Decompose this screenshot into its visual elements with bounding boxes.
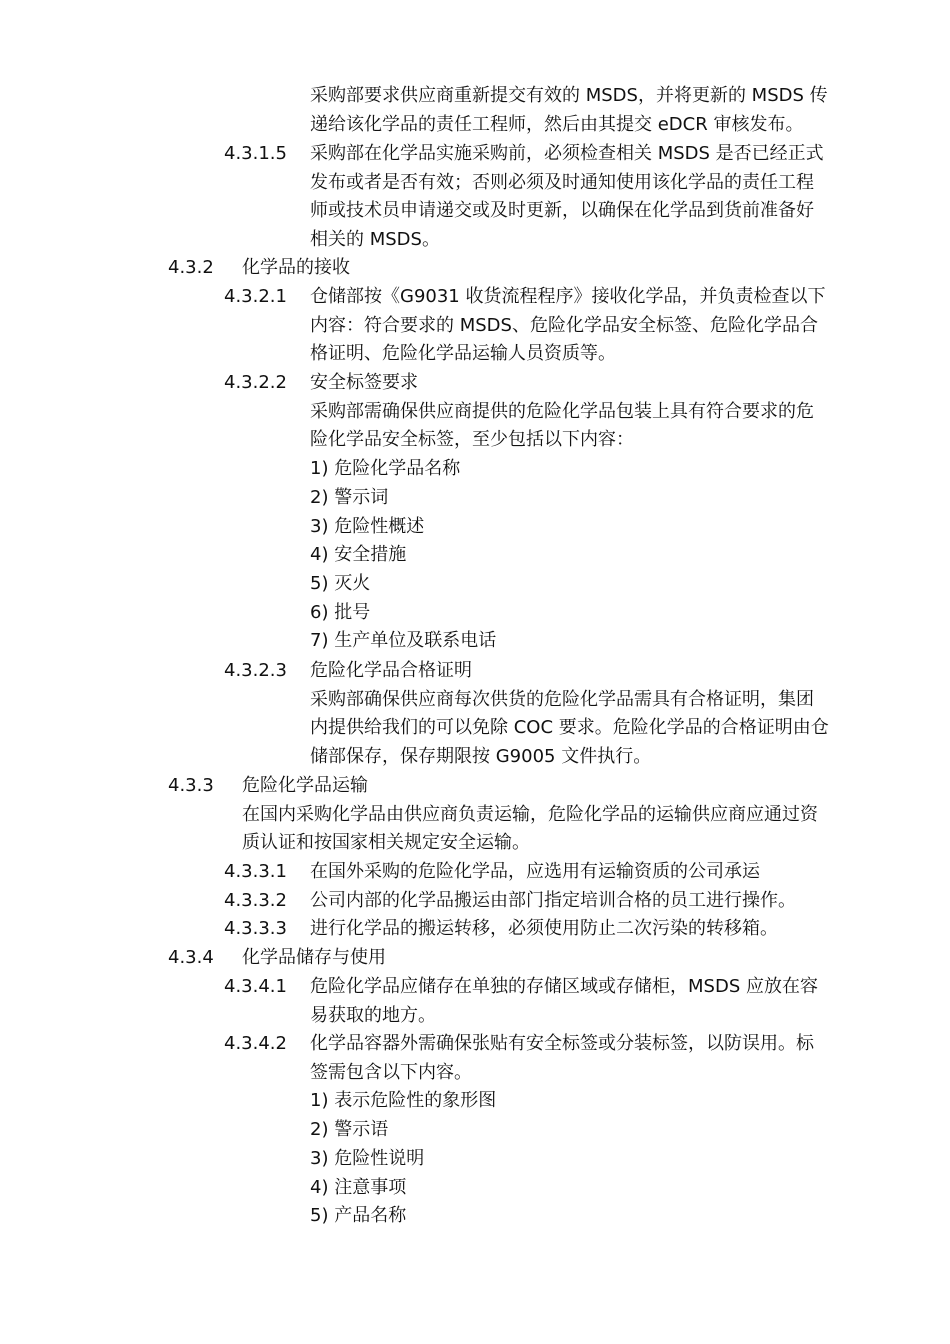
section-text-line: 6) 批号 [310, 601, 371, 623]
section-text-line: 储部保存，保存期限按 G9005 文件执行。 [310, 746, 652, 768]
section-text-first-line: 公司内部的化学品搬运由部门指定培训合格的员工进行操作。 [310, 890, 796, 911]
section-text-line: 险化学品安全标签，至少包括以下内容： [310, 429, 634, 451]
section-text-first-line: 采购部在化学品实施采购前，必须检查相关 MSDS 是否已经正式 [310, 143, 824, 164]
section-text-line: 相关的 MSDS。 [310, 229, 440, 251]
section-number: 4.3.2.2 [224, 372, 287, 393]
section-text-line: 内容：符合要求的 MSDS、危险化学品安全标签、危险化学品合 [310, 314, 818, 336]
section-text-line: 师或技术员申请递交或及时更新，以确保在化学品到货前准备好 [310, 200, 814, 222]
section-text-first-line: 化学品的接收 [242, 257, 350, 278]
section-number: 4.3.3.3 [224, 918, 287, 939]
section-number: 4.3.3 [168, 775, 214, 796]
section-number: 4.3.4 [168, 947, 214, 968]
section-text-line: 采购部确保供应商每次供货的危险化学品需具有合格证明，集团 [310, 688, 814, 710]
section-text-first-line: 安全标签要求 [310, 372, 418, 393]
section-text-first-line: 危险化学品合格证明 [310, 660, 472, 681]
section-number: 4.3.3.2 [224, 890, 287, 911]
section-text-first-line: 在国外采购的危险化学品，应选用有运输资质的公司承运 [310, 861, 760, 882]
section-number: 4.3.4.1 [224, 976, 287, 997]
section-text-first-line: 危险化学品运输 [242, 775, 368, 796]
section-text-line: 1) 危险化学品名称 [310, 458, 461, 480]
section-number: 4.3.1.5 [224, 143, 287, 164]
section-text-line: 5) 灭火 [310, 572, 371, 594]
section-number: 4.3.3.1 [224, 861, 287, 882]
section-text-line: 质认证和按国家相关规定安全运输。 [242, 832, 530, 854]
section-text-line: 7) 生产单位及联系电话 [310, 630, 497, 652]
section-text-first-line: 化学品储存与使用 [242, 947, 386, 968]
section-text-line: 采购部需确保供应商提供的危险化学品包装上具有符合要求的危 [310, 400, 814, 422]
section-text-line: 2) 警示语 [310, 1119, 389, 1141]
section-text-line: 格证明、危险化学品运输人员资质等。 [310, 343, 616, 365]
section-text-line: 4) 安全措施 [310, 544, 407, 566]
section-text-line: 1) 表示危险性的象形图 [310, 1090, 497, 1112]
section-text-line: 2) 警示词 [310, 486, 389, 508]
section-text-line: 易获取的地方。 [310, 1004, 436, 1026]
section-text-line: 发布或者是否有效；否则必须及时通知使用该化学品的责任工程 [310, 171, 814, 193]
section-number: 4.3.2.3 [224, 660, 287, 681]
section-text-line: 3) 危险性说明 [310, 1147, 425, 1169]
section-text-line: 4) 注意事项 [310, 1176, 407, 1198]
section-text-first-line: 进行化学品的搬运转移，必须使用防止二次污染的转移箱。 [310, 918, 778, 939]
section-text-first-line: 危险化学品应储存在单独的存储区域或存储柜，MSDS 应放在容 [310, 976, 818, 997]
section-text-line: 内提供给我们的可以免除 COC 要求。危险化学品的合格证明由仓 [310, 717, 829, 739]
section-text-first-line: 化学品容器外需确保张贴有安全标签或分装标签，以防误用。标 [310, 1033, 814, 1054]
section-text-line: 签需包含以下内容。 [310, 1061, 472, 1083]
section-number: 4.3.2.1 [224, 286, 287, 307]
section-text-line: 3) 危险性概述 [310, 515, 425, 537]
section-text-line: 采购部要求供应商重新提交有效的 MSDS，并将更新的 MSDS 传 [310, 85, 828, 106]
section-number: 4.3.2 [168, 257, 214, 278]
section-number: 4.3.4.2 [224, 1033, 287, 1054]
section-text-first-line: 仓储部按《G9031 收货流程程序》接收化学品，并负责检查以下 [310, 286, 826, 307]
section-text-line: 在国内采购化学品由供应商负责运输，危险化学品的运输供应商应通过资 [242, 803, 818, 825]
section-text-line: 递给该化学品的责任工程师，然后由其提交 eDCR 审核发布。 [310, 113, 804, 135]
section-text-line: 5) 产品名称 [310, 1205, 407, 1227]
